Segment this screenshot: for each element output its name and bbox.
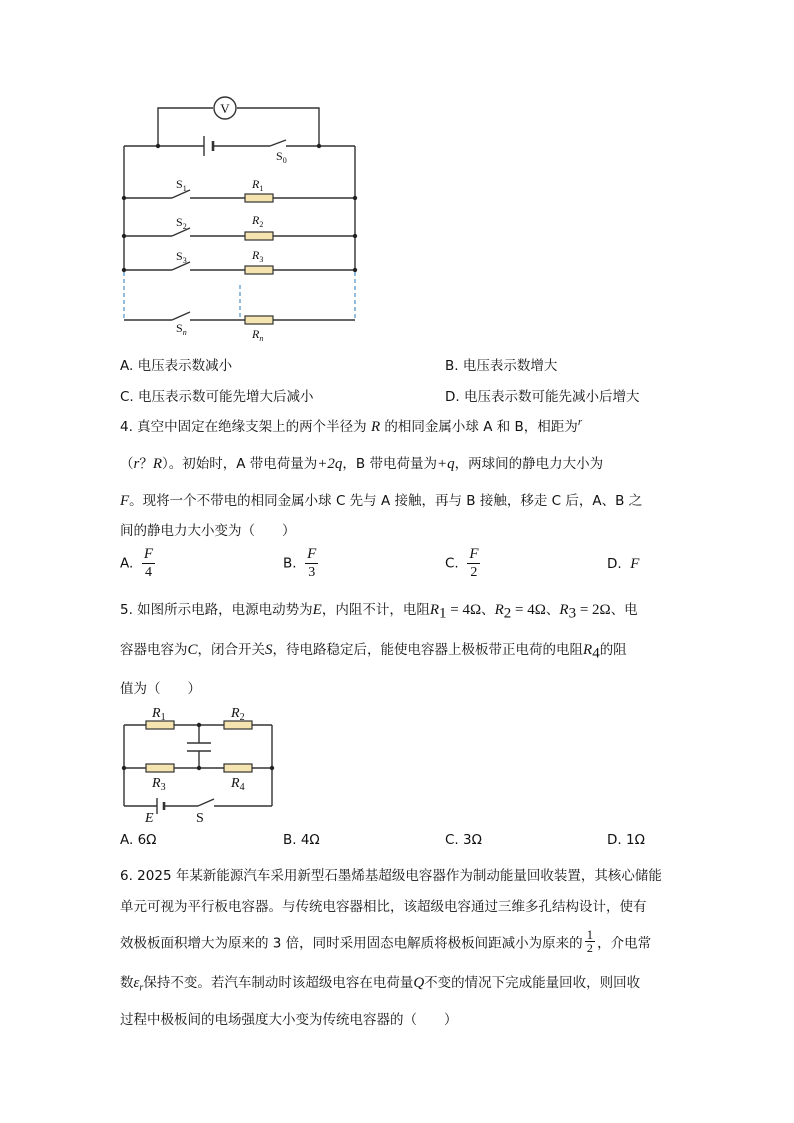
voltmeter-wire — [158, 108, 213, 146]
resistor-r3 — [146, 764, 174, 772]
q6-line-3: 效极板面积增大为原来的 3 倍，同时采用固态电解质将极板间距减小为原来的 $\frac{1}{2}$ ，介电常 — [120, 927, 652, 955]
q6-line-4: 数$\varepsilon_r$保持不变。若汽车制动时该超级电容在电荷量Q不变的情况下完成能量回收，则回收 — [120, 975, 641, 994]
parallel-resistor-circuit — [0, 0, 794, 360]
resistor-r4 — [224, 764, 252, 772]
resistor-r1 — [245, 194, 273, 202]
q5-line-1: 5. 如图所示电路，电源电动势为E，内阻不计，电阻$R_1 = 4\Omega$、$R_2 = 4\Omega$、$R_3 = 2\Omega$、电 — [120, 602, 638, 622]
resistor-r2 — [245, 232, 273, 240]
q3-option-b: B. 电压表示数增大 — [445, 358, 558, 374]
q3-option-c: C. 电压表示数可能先增大后减小 — [120, 389, 314, 405]
resistor-rn — [245, 316, 273, 324]
svg-text:R2: $R_2$ — [231, 706, 245, 723]
q4-line-4: 间的静电力大小变为（ ） — [120, 523, 296, 539]
q4-line-2: （r？R）。初始时，A 带电荷量为+2q，B 带电荷量为+q，两球间的静电力大小为 — [120, 456, 604, 472]
q6-line-5: 过程中极板间的电场强度大小变为传统电容器的（ ） — [120, 1012, 458, 1028]
resistor-r3 — [245, 266, 273, 274]
q3-option-d: D. 电压表示数可能先减小后增大 — [445, 389, 640, 405]
svg-text:R2: $R_2$ — [252, 213, 264, 229]
q5-option-d: D. 1Ω — [607, 832, 645, 848]
svg-text:S2: $S_2$ — [176, 215, 187, 231]
resistor-r2 — [224, 721, 252, 729]
q5-option-c: C. 3Ω — [445, 832, 482, 848]
svg-text:E: E — [145, 811, 154, 825]
q4-line-3: F。现将一个不带电的相同金属小球 C 先与 A 接触，再与 B 接触，移走 C 后，A、B 之 — [120, 493, 643, 509]
q5-line-2: 容器电容为C，闭合开关S，待电路稳定后，能使电容器上极板带正电荷的电阻$R_4$的阻 — [120, 642, 627, 662]
q5-option-b: B. 4Ω — [283, 832, 320, 848]
svg-text:S: S — [196, 811, 204, 825]
voltmeter-label: V — [220, 101, 230, 116]
bridge-capacitor-circuit — [110, 700, 290, 825]
svg-text:Sn: $S_n$ — [176, 321, 187, 337]
q4-option-b: B. $\frac{F}{3}$ — [283, 546, 317, 580]
q6-line-2: 单元可视为平行板电容器。与传统电容器相比，该超级电容通过三维多孔结构设计，使有 — [120, 899, 647, 915]
q5-option-a: A. 6Ω — [120, 832, 157, 848]
q4-option-d: D. F — [607, 556, 640, 572]
q3-option-a: A. 电压表示数减小 — [120, 358, 233, 374]
q4-line-1: 4. 真空中固定在绝缘支架上的两个半径为 R 的相同金属小球 A 和 B，相距为$^r$ — [120, 416, 583, 435]
svg-text:R3: $R_3$ — [152, 776, 166, 793]
svg-text:R1: $R_1$ — [152, 706, 166, 723]
svg-text:S1: $S_1$ — [176, 177, 187, 193]
q4-option-a: A. $\frac{F}{4}$ — [120, 546, 154, 580]
q6-line-1: 6. 2025 年某新能源汽车采用新型石墨烯基超级电容器作为制动能量回收装置，其核心储能 — [120, 868, 662, 884]
svg-text:R3: $R_3$ — [252, 248, 264, 264]
q5-line-3: 值为（ ） — [120, 681, 201, 697]
svg-text:R1: $R_1$ — [252, 177, 264, 193]
svg-text:R4: $R_4$ — [231, 776, 245, 793]
svg-text:Rn: $R_n$ — [252, 327, 264, 343]
svg-text:S0: $S_0$ — [276, 149, 287, 165]
svg-text:S3: $S_3$ — [176, 249, 187, 265]
q4-option-c: C. $\frac{F}{2}$ — [445, 546, 479, 580]
